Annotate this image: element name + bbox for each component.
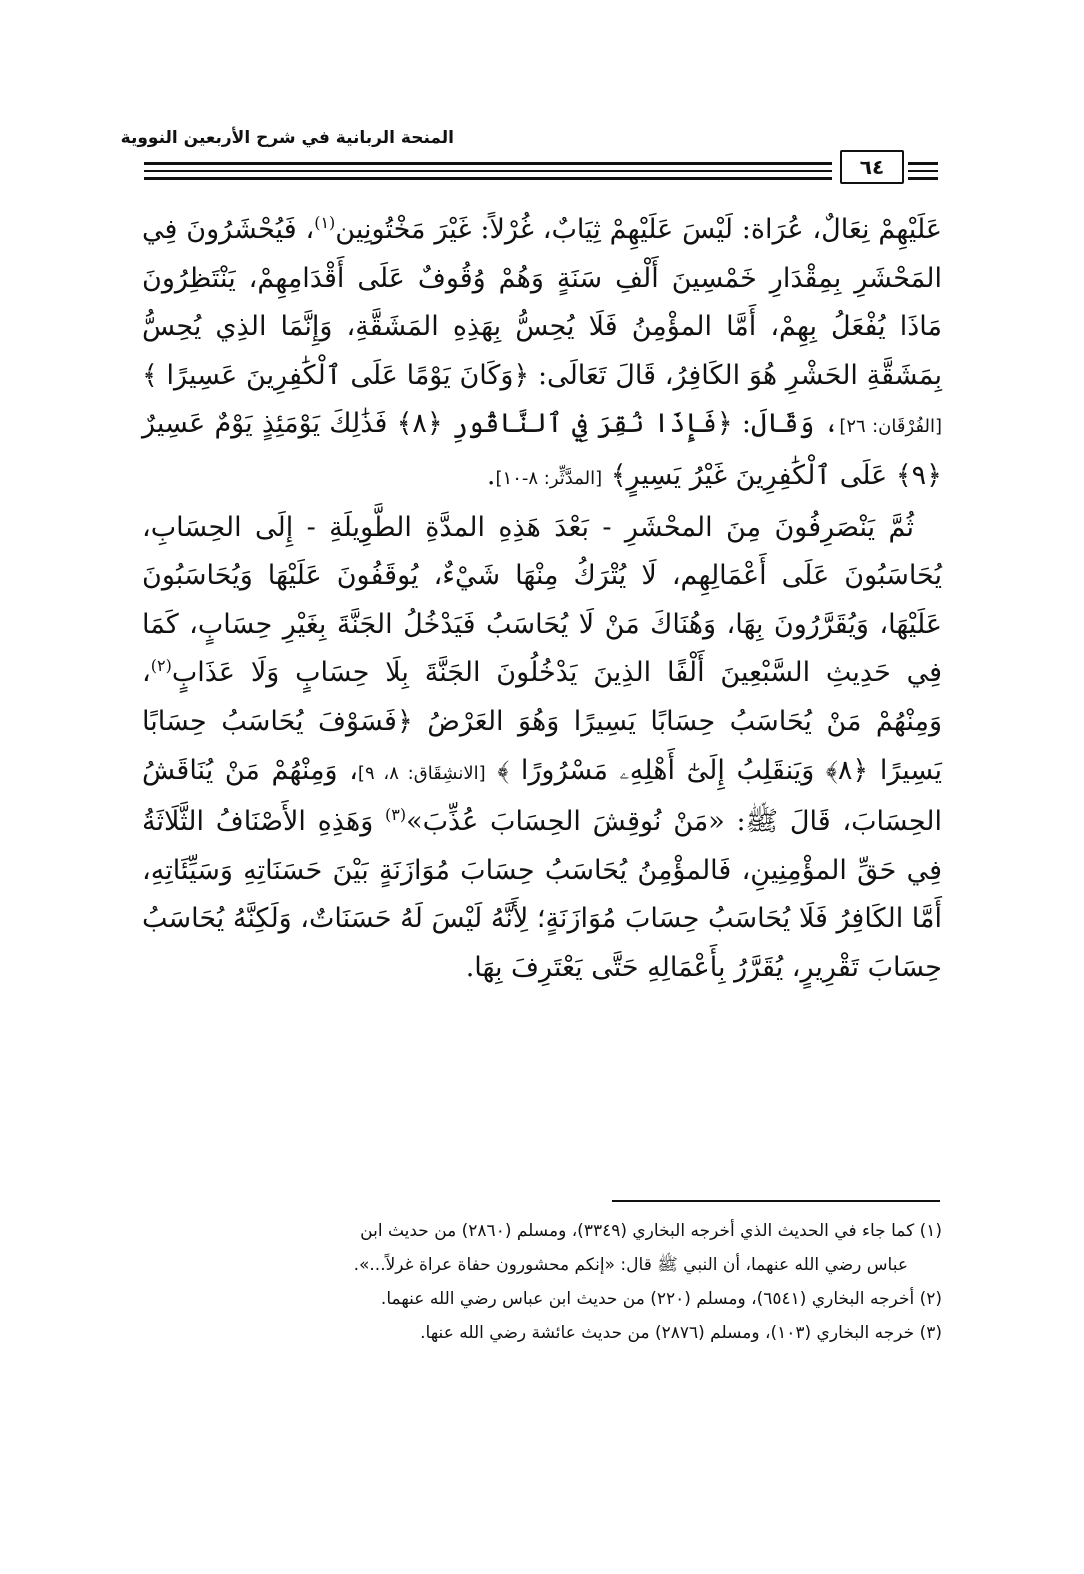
quran-reference: [المدَّثِّر: ٨-١٠]	[495, 467, 603, 489]
header-rule	[908, 177, 938, 180]
footnote-1: (١) كما جاء في الحديث الذي أخرجه البخاري (٣٣٤٩)، ومسلم (٢٨٦٠) من حديث ابن	[360, 1221, 942, 1241]
text-run: ، وَقَالَ: ﴿فَإِذَا نُقِرَ فِي ٱلنَّاقُورِ ﴿٨﴾ فَذَٰلِكَ يَوْمَئِذٍ يَوْمٌ عَسِيرٌ ﴿٩﴾ عَلَى ٱلْكَٰفِرِينَ غَيْرُ يَسِيرٍ﴾	[142, 408, 942, 491]
paragraph-1	[142, 206, 942, 504]
quran-reference: [الانشِقَاق: ٨، ٩]	[357, 762, 486, 784]
header-rule	[144, 177, 832, 180]
text-run: ، وَمِنْهُمْ مَنْ يُحَاسَبُ حِسَابًا يَسِيرًا وَهُوَ العَرْضُ ﴿فَسَوْفَ يُحَاسَبُ حِسَابًا يَسِيرًا ﴿٨﴾ وَيَنقَلِبُ إِلَىٰٓ أَهْلِهِۦ مَسْرُورًا ﴾	[142, 657, 942, 786]
page-number-box: ٦٤	[840, 150, 904, 184]
text-run: ثُمَّ يَنْصَرِفُونَ مِنَ المحْشَرِ - بَعْدَ هَذِهِ المدَّةِ الطَّوِيلَةِ - إِلَى الحِسَابِ، يُحَاسَبُونَ عَلَى أَعْمَالِهِم، لَا يُتْرَكُ مِنْهَا شَيْءٌ، يُوقَفُونَ عَلَيْهَا وَيُحَاسَبُونَ عَلَيْهَا، وَيُقَرَّرُونَ بِهَا، وَهُنَاكَ مَنْ لَا يُحَاسَبُ فَيَدْخُلُ الجَنَّةَ بِغَيْرِ حِسَابٍ، كَمَا فِي حَدِيثِ السَّبْعِينَ أَلْفًا الذِينَ يَدْخُلُونَ الجَنَّةَ بِلَا حِسَابٍ وَلَا عَذَابٍ	[142, 511, 942, 689]
text-run: .	[486, 459, 496, 491]
paragraph-2	[142, 504, 942, 993]
text-run: عَلَيْهِمْ نِعَالٌ، عُرَاة: لَيْسَ عَلَيْهِمْ ثِيَابٌ، غُرْلاً: غَيْرَ مَخْتُونِين	[335, 214, 942, 245]
header-rule	[144, 170, 832, 172]
footnote-separator	[612, 1200, 940, 1202]
footnote-1-continued: عباس رضي الله عنهما، أن النبي ﷺ قال: «إنكم محشورون حفاة عراة غرلاً...».	[353, 1255, 908, 1275]
text-run: ، وَمِنْهُمْ مَنْ يُنَاقَشُ الحِسَابَ، قَالَ ﷺ: «مَنْ نُوقِشَ الحِسَابَ عُذِّبَ»	[142, 754, 942, 838]
header-rule	[908, 162, 938, 165]
main-text	[142, 206, 942, 993]
footnote-marker-1: (١)	[314, 213, 336, 232]
header-rule	[908, 170, 938, 172]
header-rule	[144, 162, 832, 165]
footnote-marker-3: (٣)	[384, 805, 407, 825]
quran-reference: [الفُرْقَان: ٢٦]	[839, 416, 943, 438]
footnotes	[142, 1214, 942, 1350]
text-run: ، فَيُحْشَرُونَ فِي المَحْشَرِ بِمِقْدَارِ خَمْسِينَ أَلْفِ سَنَةٍ وَهُمْ وُقُوفٌ عَلَى أَقْدَامِهِمْ، يَنْتَظِرُونَ مَاذَا يُفْعَلُ بِهِمْ، أَمَّا المؤْمِنُ فَلَا يُحِسُّ بِهَذِهِ المَشَقَّةِ، وَإِنَّمَا الذِي يُحِسُّ بِمَشَقَّةِ الحَشْرِ هُوَ الكَافِرُ، قَالَ تَعَالَى: ﴿وَكَانَ يَوْمًا عَلَى ٱلْكَٰفِرِينَ عَسِيرًا ﴾	[142, 214, 942, 391]
footnote-2: (٢) أخرجه البخاري (٦٥٤١)، ومسلم (٢٢٠) من حديث ابن عباس رضي الله عنهما.	[380, 1289, 942, 1309]
running-header-title: المنحة الربانية في شرح الأربعين النووية	[120, 128, 454, 148]
footnote-marker-2: (٢)	[150, 656, 172, 676]
footnote-3: (٣) خرجه البخاري (١٠٣)، ومسلم (٢٨٧٦) من حديث عائشة رضي الله عنها.	[420, 1323, 942, 1343]
text-run: وَهَذِهِ الأَصْنَافُ الثَّلَاثَةُ فِي حَقِّ المؤْمِنِينِ، فَالمؤْمِنُ يُحَاسَبُ حِسَابَ مُوَازَنَةٍ بَيْنَ حَسَنَاتِهِ وَسَيِّئَاتِهِ، أَمَّا الكَافِرُ فَلَا يُحَاسَبُ حِسَابَ مُوَازَنَةٍ؛ لِأَنَّهُ لَيْسَ لَهُ حَسَنَاتٌ، وَلَكِنَّهُ يُحَاسَبُ حِسَابَ تَقْرِيرٍ، يُقَرَّرُ بِأَعْمَالِهِ حَتَّى يَعْتَرِفَ بِهَا.	[142, 806, 942, 983]
